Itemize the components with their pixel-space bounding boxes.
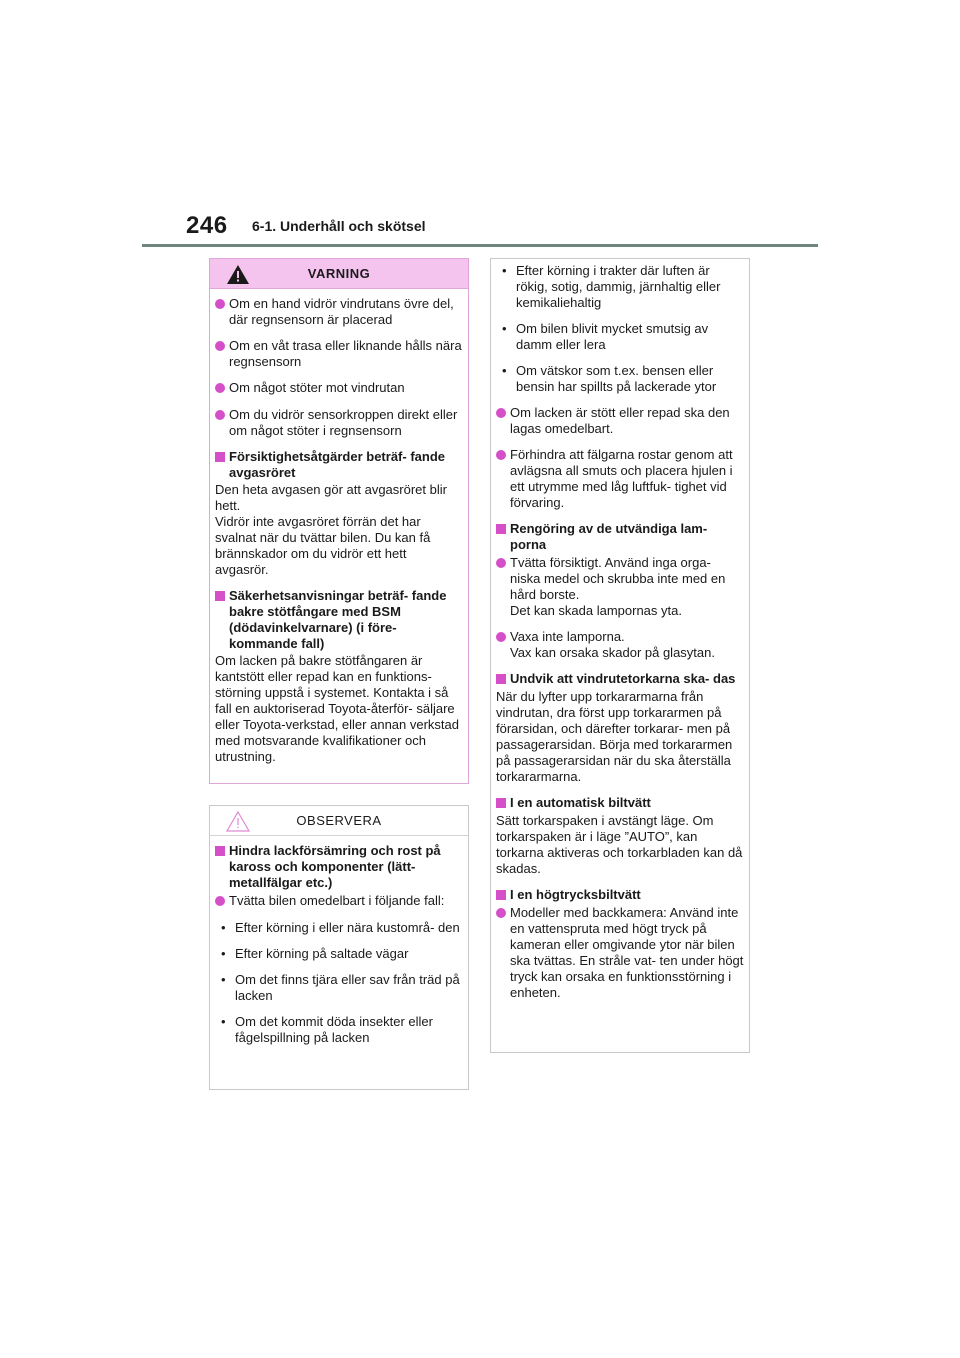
page-number: 246 bbox=[186, 212, 228, 239]
lamps-heading: Rengöring av de utvändiga lam- porna bbox=[510, 521, 708, 552]
list-item bbox=[215, 843, 463, 891]
wipers-heading: Undvik att vindrutetorkarna ska- das bbox=[510, 671, 736, 686]
list-item: • Om det kommit döda insekter eller fågelspillning på lacken bbox=[221, 1014, 433, 1045]
exhaust-heading: Försiktighetsåtgärder beträf- fande avgasröret bbox=[229, 449, 445, 480]
bullet-dot-icon bbox=[215, 896, 225, 906]
warning-header bbox=[210, 259, 468, 289]
header-rule bbox=[142, 244, 818, 247]
warning-triangle-icon bbox=[226, 263, 250, 285]
bullet-dot-icon bbox=[215, 299, 225, 309]
list-item: • Efter körning i trakter där luften är rökig, sotig, dammig, järnhaltig eller kemikaliehaltig bbox=[502, 263, 721, 310]
list-item: • Om vätskor som t.ex. bensen eller bensin har spillts på lackerade ytor bbox=[502, 363, 717, 394]
list-item: • Efter körning i eller nära kustområ- den bbox=[221, 920, 460, 935]
warning-label: VARNING bbox=[307, 266, 371, 281]
list-item: Om du vidrör sensorkroppen direkt eller om något stöter i regnsensorn bbox=[215, 407, 463, 439]
notice-continued-box bbox=[490, 258, 750, 1053]
exhaust-text-2: Vidrör inte avgasröret förrän det har svalnat när du tvättar bilen. Du kan få brännskador om du vidrör ett hett avgasrör. bbox=[215, 514, 431, 577]
section-square-icon bbox=[496, 674, 506, 684]
pressure-heading: I en högtrycksbiltvätt bbox=[510, 887, 641, 902]
bullet-dot-icon bbox=[496, 558, 506, 568]
list-item: Förhindra att fälgarna rostar genom att avlägsna all smuts och placera hjulen i ett utrymme med låg luftfuk- tighet vid förvaring. bbox=[496, 447, 744, 511]
list-item: Vaxa inte lamporna. Vax kan orsaka skador på glasytan. bbox=[496, 629, 744, 661]
list-item: Tvätta försiktigt. Använd inga orga- niska medel och skrubba inte med en hård borste. Det kan skada lampornas yta. bbox=[496, 555, 744, 619]
bumper-text: Om lacken på bakre stötfångaren är kantstött eller repad kan en funktions- störning uppstå i systemet. Kontakta i så fall en auktoriserad Toyota-återför- säljare eller Toyota-verkstad, eller annan verkstad med motsvarande kvalifikationer och utrustning. bbox=[215, 653, 459, 764]
carwash-section bbox=[496, 795, 744, 877]
list-item: Om lacken är stött eller repad ska den lagas omedelbart. bbox=[496, 405, 744, 437]
list-item: Om en våt trasa eller liknande hålls nära regnsensorn bbox=[215, 338, 463, 370]
wipers-text: När du lyfter upp torkararmarna från vindrutan, dra först upp torkararmen på förarsidan, och därefter torkarar- men på passagerarsidan. Börja med torkararmen på passagerarsidan när du ska återställa torkararmarna. bbox=[496, 689, 733, 784]
warning-box bbox=[209, 258, 469, 784]
section-square-icon bbox=[496, 798, 506, 808]
list-item: • Om det finns tjära eller sav från träd på lacken bbox=[221, 972, 460, 1003]
bullet-dot-icon bbox=[215, 383, 225, 393]
list-item: Modeller med backkamera: Använd inte en vattenspruta med högt tryck på kameran eller omgivande ytor när bilen ska tvättas. En stråle vat- ten under högt tryck kan orsaka en funktionsstörning i enheten. bbox=[496, 905, 744, 1001]
bullet-dot-icon bbox=[496, 450, 506, 460]
bumper-heading: Säkerhetsanvisningar beträf- fande bakre stötfångare med BSM (dödavinkelvarnare) (i före- kommande fall) bbox=[229, 588, 447, 651]
bullet-dot-icon bbox=[496, 632, 506, 642]
list-item: • Efter körning på saltade vägar bbox=[221, 946, 409, 961]
caution-triangle-icon bbox=[226, 810, 250, 832]
section-square-icon bbox=[496, 890, 506, 900]
exhaust-text-1: Den heta avgasen gör att avgasröret blir hett. bbox=[215, 482, 447, 513]
bullet-dot-icon bbox=[496, 908, 506, 918]
notice-header bbox=[210, 806, 468, 836]
bullet-dot-icon bbox=[215, 341, 225, 351]
bullet-dot-icon bbox=[215, 410, 225, 420]
notice-label: OBSERVERA bbox=[296, 813, 382, 828]
list-item: • Om bilen blivit mycket smutsig av damm eller lera bbox=[502, 321, 709, 352]
lamps-heading-row bbox=[496, 521, 744, 553]
carwash-heading: I en automatisk biltvätt bbox=[510, 795, 651, 810]
paint-heading: Hindra lackförsämring och rost på kaross och komponenter (lätt- metallfälgar etc.) bbox=[229, 843, 441, 890]
bullet-dot-icon bbox=[496, 408, 506, 418]
pressure-heading-row bbox=[496, 887, 744, 904]
section-square-icon bbox=[215, 452, 225, 462]
section-square-icon bbox=[496, 524, 506, 534]
warning-content bbox=[210, 289, 468, 765]
section-square-icon bbox=[215, 591, 225, 601]
section-square-icon bbox=[215, 846, 225, 856]
list-item: Tvätta bilen omedelbart i följande fall: bbox=[215, 893, 463, 910]
carwash-text: Sätt torkarspaken i avstängt läge. Om torkarspaken är i läge ”AUTO”, kan torkarna aktiveras och torkarbladen kan då skadas. bbox=[496, 813, 743, 876]
exhaust-section bbox=[215, 449, 463, 578]
notice-content bbox=[210, 836, 468, 1046]
list-item: Om en hand vidrör vindrutans övre del, där regnsensorn är placerad bbox=[215, 296, 463, 328]
wipers-section bbox=[496, 671, 744, 785]
list-item: Om något stöter mot vindrutan bbox=[215, 380, 463, 397]
bumper-section bbox=[215, 588, 463, 765]
section-title: 6-1. Underhåll och skötsel bbox=[252, 218, 426, 234]
notice-box bbox=[209, 805, 469, 1090]
notice-continued-content bbox=[491, 259, 749, 1001]
